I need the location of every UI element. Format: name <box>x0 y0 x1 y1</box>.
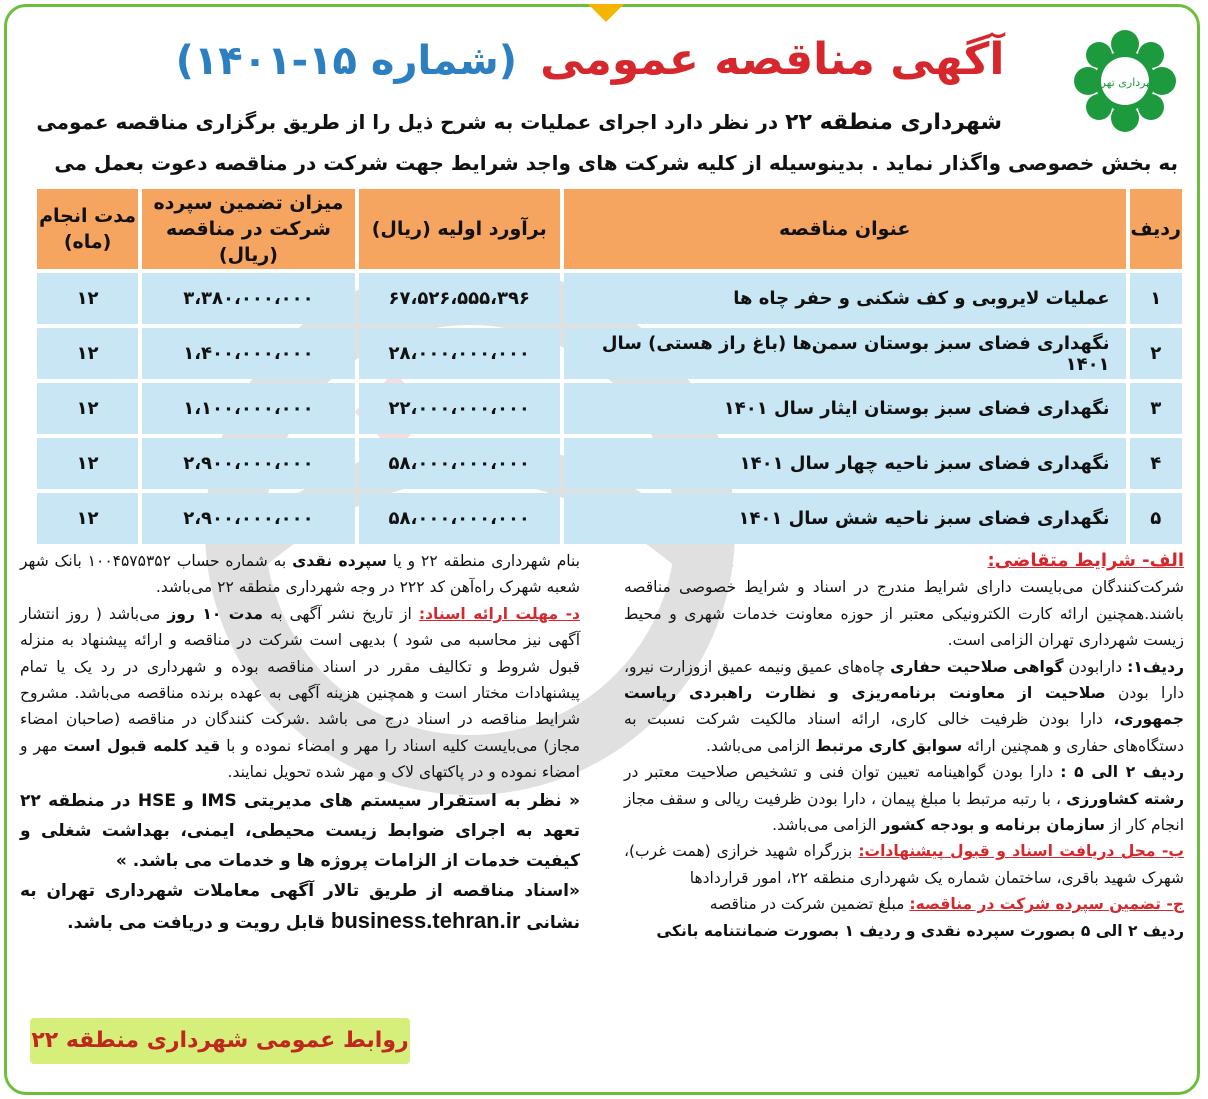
hse-statement: « نظر به استقرار سیستم های مدیریتی IMS و HSE در منطقه ۲۲ تعهد به اجرای ضوابط زیست محیطی، ایمنی، بهداشت شغلی و کیفیت خدمات از الزامات پروژه ها و خدمات می باشد. » <box>20 790 580 871</box>
cell-title: نگهداری فضای سبز بوستان سمن‌ها (باغ راز هستی) سال ۱۴۰۱ <box>564 328 1126 379</box>
p1-text-b: سپرده نقدی <box>292 552 387 570</box>
page-title <box>150 34 1030 98</box>
row2-5-label: ردیف ۲ الی ۵ : <box>1060 763 1184 782</box>
row2-5-requirements <box>624 759 1184 838</box>
header-duration <box>37 189 138 269</box>
conditions-column <box>624 548 1184 944</box>
be-heading: ب- محل دریافت اسناد و قبول پیشنهادات: <box>858 842 1184 861</box>
cell-radif: ۴ <box>1130 438 1182 489</box>
title-number: (شماره ۱۵-۱۴۰۱) <box>175 38 517 84</box>
header-radif: ردیف <box>1130 189 1182 269</box>
row1-text-c: چاه‌های عمیق ونیمه عمیق ازوزارت نیرو، دارا بودن <box>624 657 1184 703</box>
cell-title: نگهداری فضای سبز ناحیه چهار سال ۱۴۰۱ <box>564 438 1126 489</box>
dal-text-c: می‌باشد ( روز انتشار آگهی نیز محاسبه می شود ) بدیهی است شرکت در مناقصه و ارائه پیشنهاد به منزله قبول شروط و تکالیف مقرر در اسناد مناقصه بوده و شهرداری در رد یک یا تمام پیشنهادات مختار است و همچنین هزینه آگهی به عهده برنده مناقصه می‌باشد. مشروح شرایط مناقصه در اسناد درج می باشد .شرکت کنندگان در مناقصه (صاحبان امضاء مجاز) می‌بایست کلیه اسناد را مهر و امضاء نموده و با <box>20 604 580 755</box>
row1-text-g: الزامی می‌باشد. <box>706 736 816 755</box>
table-row <box>37 383 1182 434</box>
deposit-account <box>20 548 580 601</box>
docs-url-link[interactable]: business.tehran.ir <box>330 907 521 933</box>
cell-radif: ۵ <box>1130 493 1182 544</box>
cell-estimate: ۲۲،۰۰۰،۰۰۰،۰۰۰ <box>359 383 560 434</box>
row1-requirements <box>624 654 1184 760</box>
header-deposit <box>142 189 355 269</box>
section-dal <box>20 601 580 786</box>
jim-last: ردیف ۲ الی ۵ بصورت سپرده نقدی و ردیف ۱ بصورت ضمانتنامه بانکی <box>656 921 1184 940</box>
table-header-row <box>37 189 1182 269</box>
cell-duration: ۱۲ <box>37 328 138 379</box>
table-row <box>37 328 1182 379</box>
table-row <box>37 438 1182 489</box>
intro-line-2: به بخش خصوصی واگذار نماید . بدینوسیله از کلیه شرکت های واجد شرایط جهت شرکت در مناقصه دعوت بعمل می <box>54 151 1178 175</box>
cell-title: عملیات لایروبی و کف شکنی و حفر چاه ها <box>564 273 1126 324</box>
cell-duration: ۱۲ <box>37 493 138 544</box>
table-row <box>37 493 1182 544</box>
cell-deposit: ۲،۹۰۰،۰۰۰،۰۰۰ <box>142 493 355 544</box>
cell-deposit: ۲،۹۰۰،۰۰۰،۰۰۰ <box>142 438 355 489</box>
dal-text-d: قید کلمه قبول است <box>63 736 221 755</box>
header-deposit-line-1: میزان تضمین سپرده <box>153 192 344 214</box>
row1-text-b: گواهی صلاحیت حفاری <box>890 657 1064 676</box>
cell-estimate: ۲۸،۰۰۰،۰۰۰،۰۰۰ <box>359 328 560 379</box>
dal-text-e: مهر و امضاء نموده و در پاکتهای لاک و مهر شده تحویل نمایند. <box>20 736 580 782</box>
top-pointer-icon <box>588 4 624 22</box>
row1-label: ردیف۱: <box>1127 657 1185 676</box>
dal-text-b: مدت ۱۰ روز <box>167 604 263 623</box>
intro-org: شهرداری منطقه ۲۲ <box>785 110 1002 135</box>
footer-signature: روابط عمومی شهرداری منطقه ۲۲ <box>30 1018 410 1064</box>
cell-duration: ۱۲ <box>37 383 138 434</box>
row2-5-text-d: سازمان برنامه و بودجه کشور <box>881 816 1105 835</box>
tender-table <box>33 185 1186 548</box>
cell-radif: ۳ <box>1130 383 1182 434</box>
cell-deposit: ۳،۳۸۰،۰۰۰،۰۰۰ <box>142 273 355 324</box>
docs-text-b: قابل رویت و دریافت می باشد. <box>67 912 331 933</box>
docs-text-a: «اسناد مناقصه از طریق تالار آگهی معاملات شهرداری تهران به نشانی <box>20 880 580 933</box>
cell-title: نگهداری فضای سبز ناحیه شش سال ۱۴۰۱ <box>564 493 1126 544</box>
cell-radif: ۲ <box>1130 328 1182 379</box>
cell-estimate: ۶۷،۵۲۶،۵۵۵،۳۹۶ <box>359 273 560 324</box>
cell-duration: ۱۲ <box>37 438 138 489</box>
section-alef <box>624 548 1184 574</box>
row1-text-e: دارا بودن ظرفیت خالی کاری، ارائه اسناد مالکیت شرکت نسبت به دستگاه‌های حفاری و همچنین ارائه <box>624 710 1184 755</box>
logo-text: شهرداری تهران <box>1089 76 1161 89</box>
dal-heading: د- مهلت ارائه اسناد: <box>418 604 580 623</box>
row1-text-d: صلاحیت از معاونت برنامه‌ریزی و نظارت راهبردی ریاست جمهوری، <box>624 684 1184 729</box>
intro-line-1 <box>24 102 1178 143</box>
intro-line-1-rest: در نظر دارد اجرای عملیات به شرح ذیل را از طریق برگزاری مناقصه عمومی <box>36 110 786 134</box>
p1-text-c: به شماره حساب ۱۰۰۴۵۷۵۳۵۲ بانک شهر شعبه شهرک راه‌آهن کد ۲۲۲ در وجه شهرداری منطقه ۲۲ می‌باشد. <box>20 552 580 597</box>
alef-text: شرکت‌کنندگان می‌بایست دارای شرایط مندرج در اسناد و شرایط خصوصی مناقصه باشند.همچنین ارائه کارت الکترونیکی معتبر از حوزه معاونت خدمات شهری و محیط زیست شهرداری تهران الزامی است. <box>624 578 1184 650</box>
cell-estimate: ۵۸،۰۰۰،۰۰۰،۰۰۰ <box>359 493 560 544</box>
row2-5-text-c: ، با رتبه مرتبط با مبلغ پیمان ، دارا بودن ظرفیت ریالی و سقف مجاز انجام کار از <box>624 789 1184 835</box>
header-estimate: برآورد اولیه (ریال) <box>359 189 560 269</box>
cell-estimate: ۵۸،۰۰۰،۰۰۰،۰۰۰ <box>359 438 560 489</box>
cell-title: نگهداری فضای سبز بوستان ایثار سال ۱۴۰۱ <box>564 383 1126 434</box>
be-text: بزرگراه شهید خرازی (همت غرب)، شهرک شهید باقری، ساختمان شماره یک شهرداری منطقه ۲۲، امور قراردادها <box>624 842 1184 887</box>
row2-5-text-a: دارا بودن گواهینامه تعیین توان فنی و تشخیص صلاحیت معتبر در <box>624 763 1061 782</box>
p1-text-a: بنام شهرداری منطقه ۲۲ و یا <box>386 552 580 570</box>
alef-heading: الف- شرایط متقاضی: <box>987 550 1184 571</box>
header-duration-line-2: (ماه) <box>63 231 112 253</box>
row2-5-text-e: الزامی می‌باشد. <box>772 816 882 835</box>
cell-radif: ۱ <box>1130 273 1182 324</box>
header-title: عنوان مناقصه <box>564 189 1126 269</box>
table-row <box>37 273 1182 324</box>
row1-text-f: سوابق کاری مرتبط <box>815 736 963 755</box>
dal-text-a: از تاریخ نشر آگهی به <box>262 604 419 623</box>
submission-column <box>20 548 580 938</box>
documents-statement <box>20 876 580 938</box>
cell-duration: ۱۲ <box>37 273 138 324</box>
jim-heading: ج- تضمین سپرده شرکت در مناقصه: <box>909 895 1184 914</box>
row2-5-text-b: رشته کشاورزی <box>1066 789 1184 808</box>
cell-deposit: ۱،۱۰۰،۰۰۰،۰۰۰ <box>142 383 355 434</box>
jim-text: مبلغ تضمین شرکت در مناقصه <box>709 895 910 914</box>
cell-deposit: ۱،۴۰۰،۰۰۰،۰۰۰ <box>142 328 355 379</box>
title-main: آگهی مناقصه عمومی <box>540 34 1005 85</box>
header-duration-line-1: مدت انجام <box>39 205 136 227</box>
section-jim <box>624 891 1184 917</box>
header-deposit-line-2: شرکت در مناقصه (ریال) <box>165 218 331 266</box>
section-be <box>624 838 1184 891</box>
row1-text-a: دارابودن <box>1063 657 1128 676</box>
